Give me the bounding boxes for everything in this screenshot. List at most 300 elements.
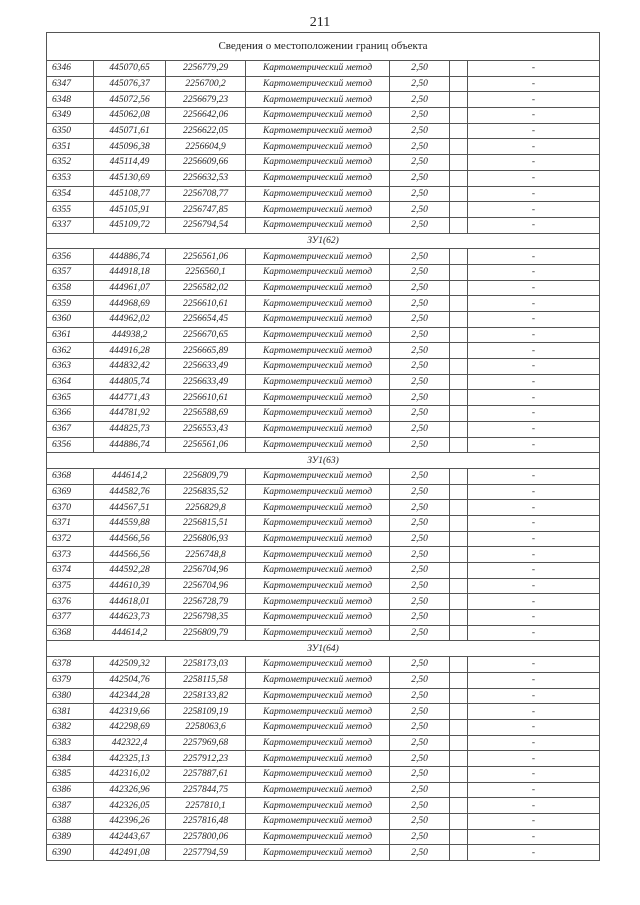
coord-y: 2257912,23 (166, 751, 246, 767)
coord-x: 442443,67 (94, 829, 166, 845)
method: Картометрический метод (246, 657, 390, 673)
description-dash: - (468, 280, 600, 296)
empty-cell (450, 672, 468, 688)
method: Картометрический метод (246, 312, 390, 328)
method: Картометрический метод (246, 751, 390, 767)
coord-x: 444886,74 (94, 437, 166, 453)
description-dash: - (468, 217, 600, 233)
empty-cell (450, 610, 468, 626)
accuracy: 2,50 (390, 829, 450, 845)
coord-y: 2256794,54 (166, 217, 246, 233)
table-row (47, 296, 600, 312)
coord-y: 2256809,79 (166, 468, 246, 484)
empty-cell (450, 296, 468, 312)
coord-x: 444592,28 (94, 563, 166, 579)
coord-x: 445062,08 (94, 108, 166, 124)
description-dash: - (468, 359, 600, 375)
coord-y: 2258173,03 (166, 657, 246, 673)
empty-cell (450, 531, 468, 547)
coord-y: 2257887,61 (166, 766, 246, 782)
empty-cell (450, 704, 468, 720)
empty-cell (450, 406, 468, 422)
table-row (47, 735, 600, 751)
coord-y: 2256670,65 (166, 327, 246, 343)
point-number: 6369 (47, 484, 94, 500)
table-row (47, 484, 600, 500)
description-dash: - (468, 312, 600, 328)
empty-cell (450, 468, 468, 484)
table-row (47, 406, 600, 422)
empty-cell (450, 829, 468, 845)
coord-x: 444961,07 (94, 280, 166, 296)
coord-y: 2256553,43 (166, 421, 246, 437)
coord-y: 2256700,2 (166, 76, 246, 92)
accuracy: 2,50 (390, 782, 450, 798)
point-number: 6353 (47, 170, 94, 186)
coord-x: 442325,13 (94, 751, 166, 767)
method: Картометрический метод (246, 327, 390, 343)
point-number: 6383 (47, 735, 94, 751)
empty-cell (450, 123, 468, 139)
description-dash: - (468, 139, 600, 155)
method: Картометрический метод (246, 249, 390, 265)
section-title-row (47, 233, 600, 249)
empty-cell (450, 625, 468, 641)
description-dash: - (468, 186, 600, 202)
coord-y: 2257794,59 (166, 845, 246, 861)
point-number: 6385 (47, 766, 94, 782)
table-row (47, 123, 600, 139)
point-number: 6373 (47, 547, 94, 563)
section-title-row (47, 641, 600, 657)
coord-y: 2256588,69 (166, 406, 246, 422)
coord-y: 2256708,77 (166, 186, 246, 202)
accuracy: 2,50 (390, 296, 450, 312)
description-dash: - (468, 92, 600, 108)
method: Картометрический метод (246, 437, 390, 453)
description-dash: - (468, 468, 600, 484)
accuracy: 2,50 (390, 688, 450, 704)
table-row (47, 343, 600, 359)
coord-x: 444567,51 (94, 500, 166, 516)
coord-y: 2256728,79 (166, 594, 246, 610)
point-number: 6337 (47, 217, 94, 233)
method: Картометрический метод (246, 155, 390, 171)
table-row (47, 547, 600, 563)
accuracy: 2,50 (390, 123, 450, 139)
description-dash: - (468, 76, 600, 92)
page-number: 211 (309, 15, 331, 30)
empty-cell (450, 374, 468, 390)
point-number: 6376 (47, 594, 94, 610)
empty-cell (450, 108, 468, 124)
empty-cell (450, 327, 468, 343)
description-dash: - (468, 343, 600, 359)
method: Картометрический метод (246, 264, 390, 280)
coord-y: 2256704,96 (166, 563, 246, 579)
method: Картометрический метод (246, 547, 390, 563)
point-number: 6390 (47, 845, 94, 861)
coord-x: 444805,74 (94, 374, 166, 390)
point-number: 6388 (47, 814, 94, 830)
accuracy: 2,50 (390, 563, 450, 579)
accuracy: 2,50 (390, 735, 450, 751)
method: Картометрический метод (246, 719, 390, 735)
coord-x: 444614,2 (94, 468, 166, 484)
coord-x: 444582,76 (94, 484, 166, 500)
coord-y: 2256609,66 (166, 155, 246, 171)
description-dash: - (468, 688, 600, 704)
description-dash: - (468, 814, 600, 830)
description-dash: - (468, 578, 600, 594)
accuracy: 2,50 (390, 766, 450, 782)
accuracy: 2,50 (390, 61, 450, 77)
coord-x: 444771,43 (94, 390, 166, 406)
coord-y: 2256654,45 (166, 312, 246, 328)
method: Картометрический метод (246, 594, 390, 610)
description-dash: - (468, 625, 600, 641)
accuracy: 2,50 (390, 657, 450, 673)
method: Картометрический метод (246, 468, 390, 484)
coord-x: 442319,66 (94, 704, 166, 720)
table-row (47, 500, 600, 516)
accuracy: 2,50 (390, 343, 450, 359)
empty-cell (450, 139, 468, 155)
point-number: 6347 (47, 76, 94, 92)
accuracy: 2,50 (390, 625, 450, 641)
point-number: 6360 (47, 312, 94, 328)
coord-y: 2256610,61 (166, 390, 246, 406)
section-title: ЗУ1(64) (47, 641, 600, 657)
coord-y: 2256560,1 (166, 264, 246, 280)
description-dash: - (468, 484, 600, 500)
point-number: 6354 (47, 186, 94, 202)
accuracy: 2,50 (390, 76, 450, 92)
table-row (47, 327, 600, 343)
empty-cell (450, 845, 468, 861)
method: Картометрический метод (246, 202, 390, 218)
coord-x: 445105,91 (94, 202, 166, 218)
description-dash: - (468, 704, 600, 720)
point-number: 6371 (47, 515, 94, 531)
table-row (47, 531, 600, 547)
method: Картометрический метод (246, 123, 390, 139)
table-row (47, 578, 600, 594)
coord-y: 2257969,68 (166, 735, 246, 751)
table-row (47, 688, 600, 704)
description-dash: - (468, 766, 600, 782)
description-dash: - (468, 735, 600, 751)
description-dash: - (468, 61, 600, 77)
accuracy: 2,50 (390, 374, 450, 390)
accuracy: 2,50 (390, 186, 450, 202)
method: Картометрический метод (246, 76, 390, 92)
accuracy: 2,50 (390, 845, 450, 861)
accuracy: 2,50 (390, 672, 450, 688)
accuracy: 2,50 (390, 798, 450, 814)
point-number: 6387 (47, 798, 94, 814)
description-dash: - (468, 594, 600, 610)
coord-x: 442396,26 (94, 814, 166, 830)
point-number: 6364 (47, 374, 94, 390)
description-dash: - (468, 296, 600, 312)
accuracy: 2,50 (390, 217, 450, 233)
description-dash: - (468, 845, 600, 861)
method: Картометрический метод (246, 610, 390, 626)
empty-cell (450, 688, 468, 704)
table-row (47, 719, 600, 735)
method: Картометрический метод (246, 814, 390, 830)
method: Картометрический метод (246, 280, 390, 296)
empty-cell (450, 798, 468, 814)
coord-y: 2257810,1 (166, 798, 246, 814)
method: Картометрический метод (246, 625, 390, 641)
coord-y: 2256798,35 (166, 610, 246, 626)
coord-y: 2256632,53 (166, 170, 246, 186)
table-row (47, 249, 600, 265)
point-number: 6368 (47, 468, 94, 484)
description-dash: - (468, 155, 600, 171)
point-number: 6380 (47, 688, 94, 704)
coord-x: 445114,49 (94, 155, 166, 171)
table-row (47, 845, 600, 861)
point-number: 6374 (47, 563, 94, 579)
table-row (47, 468, 600, 484)
coord-y: 2256835,52 (166, 484, 246, 500)
table-row (47, 61, 600, 77)
description-dash: - (468, 798, 600, 814)
empty-cell (450, 421, 468, 437)
coord-x: 442326,05 (94, 798, 166, 814)
coord-x: 442326,96 (94, 782, 166, 798)
point-number: 6378 (47, 657, 94, 673)
method: Картометрический метод (246, 531, 390, 547)
coord-x: 444918,18 (94, 264, 166, 280)
table-row (47, 610, 600, 626)
empty-cell (450, 563, 468, 579)
accuracy: 2,50 (390, 202, 450, 218)
table-row (47, 264, 600, 280)
method: Картометрический метод (246, 359, 390, 375)
coord-x: 445072,56 (94, 92, 166, 108)
empty-cell (450, 594, 468, 610)
method: Картометрический метод (246, 563, 390, 579)
coord-y: 2256561,06 (166, 249, 246, 265)
point-number: 6359 (47, 296, 94, 312)
point-number: 6356 (47, 437, 94, 453)
section-title-row (47, 453, 600, 469)
accuracy: 2,50 (390, 139, 450, 155)
method: Картометрический метод (246, 186, 390, 202)
accuracy: 2,50 (390, 547, 450, 563)
description-dash: - (468, 500, 600, 516)
description-dash: - (468, 327, 600, 343)
description-dash: - (468, 829, 600, 845)
coord-y: 2256610,61 (166, 296, 246, 312)
accuracy: 2,50 (390, 610, 450, 626)
table-row (47, 594, 600, 610)
point-number: 6362 (47, 343, 94, 359)
coord-y: 2258063,6 (166, 719, 246, 735)
method: Картометрический метод (246, 515, 390, 531)
coord-x: 444559,88 (94, 515, 166, 531)
coord-y: 2256633,49 (166, 359, 246, 375)
method: Картометрический метод (246, 500, 390, 516)
empty-cell (450, 155, 468, 171)
empty-cell (450, 359, 468, 375)
coord-y: 2257800,06 (166, 829, 246, 845)
table-row (47, 108, 600, 124)
point-number: 6377 (47, 610, 94, 626)
point-number: 6372 (47, 531, 94, 547)
coord-y: 2256779,29 (166, 61, 246, 77)
table-row (47, 798, 600, 814)
point-number: 6365 (47, 390, 94, 406)
coord-x: 444825,73 (94, 421, 166, 437)
description-dash: - (468, 123, 600, 139)
coord-y: 2256815,51 (166, 515, 246, 531)
method: Картометрический метод (246, 798, 390, 814)
empty-cell (450, 735, 468, 751)
method: Картометрический метод (246, 406, 390, 422)
table-title: Сведения о местоположении границ объекта (47, 33, 600, 61)
empty-cell (450, 76, 468, 92)
description-dash: - (468, 202, 600, 218)
coord-x: 444566,56 (94, 531, 166, 547)
coord-x: 445076,37 (94, 76, 166, 92)
description-dash: - (468, 515, 600, 531)
table-row (47, 751, 600, 767)
method: Картометрический метод (246, 829, 390, 845)
accuracy: 2,50 (390, 359, 450, 375)
table-row (47, 139, 600, 155)
accuracy: 2,50 (390, 484, 450, 500)
coord-y: 2256748,8 (166, 547, 246, 563)
coord-x: 442322,4 (94, 735, 166, 751)
accuracy: 2,50 (390, 92, 450, 108)
empty-cell (450, 170, 468, 186)
accuracy: 2,50 (390, 421, 450, 437)
accuracy: 2,50 (390, 594, 450, 610)
point-number: 6358 (47, 280, 94, 296)
method: Картометрический метод (246, 170, 390, 186)
coord-x: 442509,32 (94, 657, 166, 673)
point-number: 6357 (47, 264, 94, 280)
coord-x: 444614,2 (94, 625, 166, 641)
coord-y: 2257816,48 (166, 814, 246, 830)
coord-y: 2256809,79 (166, 625, 246, 641)
accuracy: 2,50 (390, 249, 450, 265)
empty-cell (450, 500, 468, 516)
method: Картометрический метод (246, 92, 390, 108)
coord-y: 2256582,02 (166, 280, 246, 296)
empty-cell (450, 280, 468, 296)
coord-y: 2257844,75 (166, 782, 246, 798)
table-row (47, 657, 600, 673)
table-row (47, 170, 600, 186)
description-dash: - (468, 531, 600, 547)
accuracy: 2,50 (390, 468, 450, 484)
coord-y: 2256679,23 (166, 92, 246, 108)
table-row (47, 563, 600, 579)
coord-x: 444916,28 (94, 343, 166, 359)
description-dash: - (468, 374, 600, 390)
table-row (47, 186, 600, 202)
point-number: 6368 (47, 625, 94, 641)
accuracy: 2,50 (390, 264, 450, 280)
table-row (47, 782, 600, 798)
table-row (47, 217, 600, 233)
method: Картометрический метод (246, 766, 390, 782)
method: Картометрический метод (246, 672, 390, 688)
method: Картометрический метод (246, 578, 390, 594)
point-number: 6346 (47, 61, 94, 77)
table-row (47, 437, 600, 453)
coord-x: 444832,42 (94, 359, 166, 375)
point-number: 6355 (47, 202, 94, 218)
empty-cell (450, 92, 468, 108)
coord-x: 442504,76 (94, 672, 166, 688)
coord-y: 2256604,9 (166, 139, 246, 155)
coord-x: 445108,77 (94, 186, 166, 202)
empty-cell (450, 751, 468, 767)
method: Картометрический метод (246, 374, 390, 390)
description-dash: - (468, 782, 600, 798)
table-row (47, 625, 600, 641)
coord-x: 442298,69 (94, 719, 166, 735)
description-dash: - (468, 390, 600, 406)
accuracy: 2,50 (390, 390, 450, 406)
table-row (47, 202, 600, 218)
table-row (47, 155, 600, 171)
coord-x: 444610,39 (94, 578, 166, 594)
point-number: 6389 (47, 829, 94, 845)
point-number: 6381 (47, 704, 94, 720)
table-title-row (47, 33, 600, 61)
coord-y: 2256806,93 (166, 531, 246, 547)
table-row (47, 374, 600, 390)
point-number: 6386 (47, 782, 94, 798)
boundary-coordinates-table (46, 32, 600, 861)
table-row (47, 421, 600, 437)
accuracy: 2,50 (390, 719, 450, 735)
coord-x: 442491,08 (94, 845, 166, 861)
table-row (47, 704, 600, 720)
coord-x: 445130,69 (94, 170, 166, 186)
description-dash: - (468, 108, 600, 124)
point-number: 6375 (47, 578, 94, 594)
section-title: ЗУ1(63) (47, 453, 600, 469)
coord-x: 444938,2 (94, 327, 166, 343)
empty-cell (450, 343, 468, 359)
table-row (47, 766, 600, 782)
accuracy: 2,50 (390, 578, 450, 594)
method: Картометрический метод (246, 343, 390, 359)
accuracy: 2,50 (390, 531, 450, 547)
accuracy: 2,50 (390, 327, 450, 343)
method: Картометрический метод (246, 735, 390, 751)
empty-cell (450, 578, 468, 594)
point-number: 6352 (47, 155, 94, 171)
table-body (47, 33, 600, 861)
accuracy: 2,50 (390, 515, 450, 531)
point-number: 6379 (47, 672, 94, 688)
coord-x: 444618,01 (94, 594, 166, 610)
empty-cell (450, 515, 468, 531)
description-dash: - (468, 563, 600, 579)
coord-y: 2256561,06 (166, 437, 246, 453)
empty-cell (450, 264, 468, 280)
